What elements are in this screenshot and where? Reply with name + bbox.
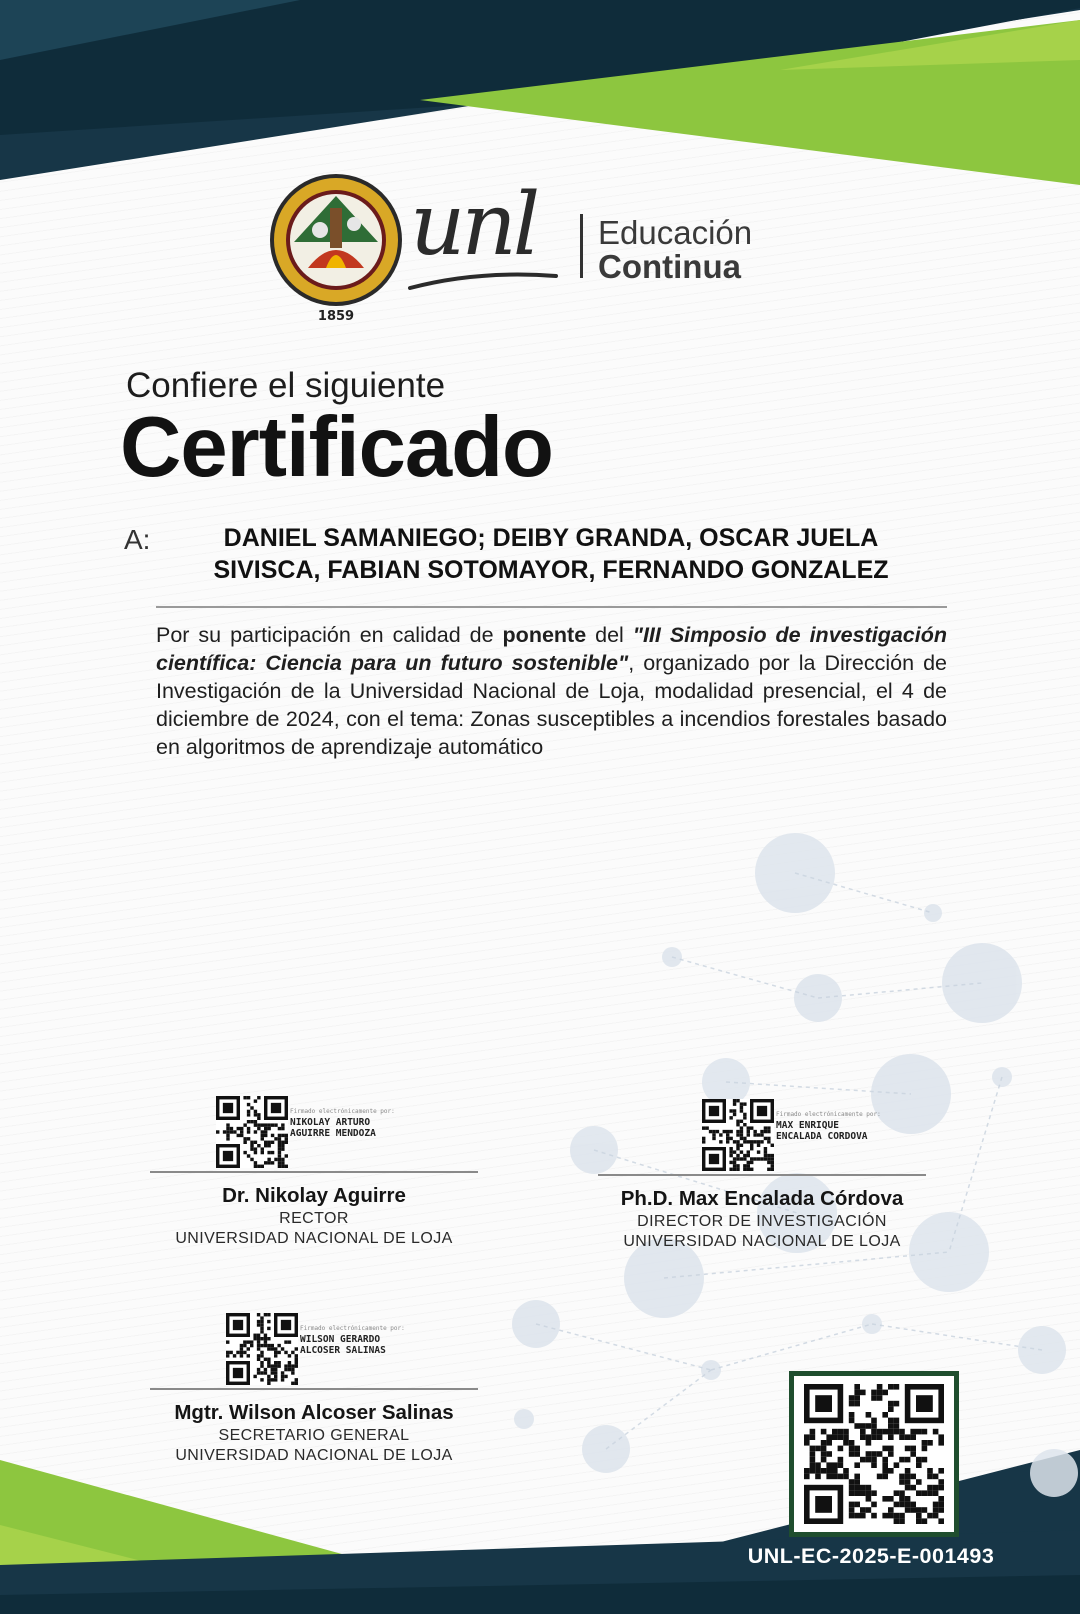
recipient-names: DANIEL SAMANIEGO; DEIBY GRANDA, OSCAR JUELA SIVISCA, FABIAN SOTOMAYOR, FERNANDO GONZALEZ (213, 524, 889, 584)
recipient-prefix: A: (124, 524, 151, 555)
signature-qr-icon (216, 1096, 288, 1168)
divider-line (156, 606, 947, 608)
signer-organization: UNIVERSIDAD NACIONAL DE LOJA (623, 1232, 901, 1250)
certificate-body (156, 621, 947, 761)
signature-block-secretary (150, 1313, 478, 1465)
signature-line (150, 1171, 478, 1173)
logo-divider (580, 214, 583, 278)
university-seal-icon (268, 172, 404, 308)
header-logos (268, 172, 788, 332)
signature-qr-icon (702, 1099, 774, 1171)
certificate-subtitle: Confiere el siguiente (126, 366, 446, 405)
unl-swoosh-icon (408, 268, 558, 292)
signer-role: RECTOR (279, 1209, 349, 1227)
signer-role: DIRECTOR DE INVESTIGACIÓN (637, 1212, 887, 1230)
unl-logo: unl (410, 175, 537, 275)
verification-qr-frame[interactable] (789, 1371, 959, 1537)
signer-organization: UNIVERSIDAD NACIONAL DE LOJA (175, 1446, 453, 1464)
signer-name: Dr. Nikolay Aguirre (222, 1183, 406, 1207)
signature-block-director (598, 1099, 926, 1251)
body-text-part2: del (586, 623, 633, 647)
body-text-part1: Por su participación en calidad de (156, 623, 503, 647)
signer-name: Ph.D. Max Encalada Córdova (620, 1186, 904, 1210)
body-text-part3: , organizado por la Dirección de Investigación de la Universidad Nacional de Loja, modalidad presencial, el 4 de diciembre de 2024, con el tema: Zonas susceptibles a incendios forestales basado en algoritmos de aprendizaje automático (156, 651, 947, 759)
verification-qr-icon[interactable] (802, 1384, 946, 1524)
signer-role: SECRETARIO GENERAL (218, 1426, 410, 1444)
electronic-signature-stamp: Firmado electrónicamente por: MAX ENRIQUE ENCALADA CORDOVA (776, 1111, 881, 1142)
electronic-signature-stamp: Firmado electrónicamente por: WILSON GERARDO ALCOSER SALINAS (300, 1325, 405, 1356)
signature-qr-icon (226, 1313, 298, 1385)
signature-line (150, 1388, 478, 1390)
seal-year: 1859 (317, 309, 355, 324)
electronic-signature-stamp: Firmado electrónicamente por: NIKOLAY ARTURO AGUIRRE MENDOZA (290, 1108, 395, 1139)
signature-line (598, 1174, 926, 1176)
signer-organization: UNIVERSIDAD NACIONAL DE LOJA (175, 1229, 453, 1247)
signature-block-rector (150, 1096, 478, 1248)
signer-name: Mgtr. Wilson Alcoser Salinas (174, 1400, 454, 1424)
unit-name-line2: Continua (598, 248, 741, 285)
event-name: "III Simposio de investigación científica: Ciencia para un futuro sostenible" (156, 623, 947, 675)
unit-name-line1: Educación (598, 214, 753, 251)
certificate-code: UNL-EC-2025-E-001493 (747, 1544, 995, 1568)
certificate-title: Certificado (120, 400, 553, 495)
participation-role: ponente (502, 623, 587, 647)
